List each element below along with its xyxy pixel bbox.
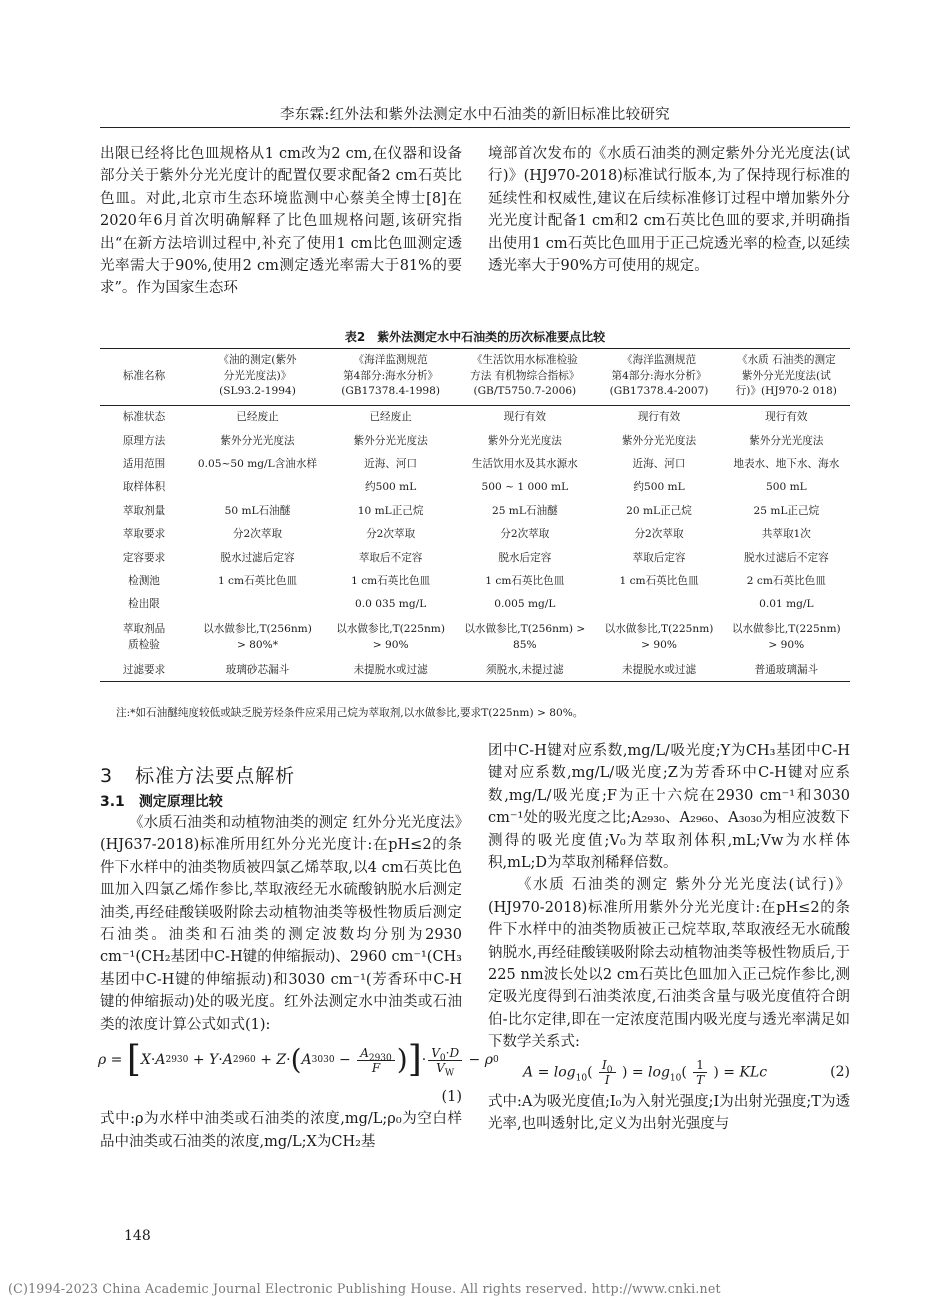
table-cell: 未提脱水或过滤 (621, 663, 697, 676)
running-header: 李东霖:红外法和紫外法测定水中石油类的新旧标准比较研究 (280, 107, 670, 123)
table-cell: 现行有效 (765, 411, 808, 424)
table-cell: 0.01 mg/L (759, 598, 814, 611)
table-cell: 以水做参比,T(225nm) > 90% (731, 623, 841, 652)
equation-2: $A = \log_{10}$( $\frac{I_0}{I}$ ) = $\log_{10}$( $\frac{1}{T}$ ) = KLc (2) (523, 1057, 850, 1087)
equation-1-number: (1) (441, 1089, 462, 1106)
table-cell: 2 cm石英比色皿 (746, 574, 826, 587)
row-label: 定容要求 (122, 551, 166, 564)
table-cell: 500 mL (765, 481, 807, 494)
right-body-column (488, 740, 850, 1136)
table-cell: 25 mL石油醚 (491, 504, 558, 517)
table-row (100, 429, 850, 452)
table-cell: 萃取后定容 (632, 551, 686, 564)
table-cell: 约500 mL (633, 481, 685, 494)
table-row (100, 452, 850, 475)
table-cell: 玻璃砂芯漏斗 (225, 663, 290, 676)
table-cell: 近海、河口 (632, 457, 686, 470)
table-cell: 50 mL石油醚 (224, 504, 291, 517)
table-cell: 500 ~ 1 000 mL (481, 481, 569, 494)
section-title (100, 761, 295, 788)
table-cell: 分2次萃取 (366, 528, 416, 541)
table-row (100, 593, 850, 616)
row-label: 取样体积 (122, 481, 166, 494)
section-number: 3 (100, 765, 114, 787)
table-cell: 紫外分光光度法 (220, 434, 295, 447)
header-rule (100, 127, 850, 128)
right-paragraph-2: 《水质 石油类的测定 紫外分光光度法(试行)》(HJ970-2018)标准所用紫外分光光度计:在pH≤2的条件下水样中的油类物质被正己烷萃取,萃取液经无水硫酸钠脱水,再经硅酸镁吸附除去动植物油类等极性物质后,于225 nm波长处以2 cm石英比色皿加入正己烷作参比,测定吸光度得到石油类浓度,石油类含量与吸光度值符合朗伯-比尔定律,即在一定浓度范围内吸光度与透光率满足如下数学关系式: (488, 877, 850, 1051)
table-cell: 脱水过滤后定容 (220, 551, 295, 564)
table-cell: 未提脱水或过滤 (353, 663, 428, 676)
table-cell: 须脱水,未提过滤 (486, 663, 564, 676)
subsection-number: 3.1 (100, 794, 125, 810)
table-cell (188, 476, 327, 499)
row-label: 适用范围 (122, 457, 166, 470)
table-cell: 生活饮用水及其水源水 (471, 457, 578, 470)
column-header: 《海洋监测规范 第4部分:海水分析》 (GB17378.4-2007) (595, 349, 722, 406)
equation-1: ρ = [ X · A 2930 + Y · A 2960 + Z · ( A 3030 − $\frac{A_{2930}}{F}$ ) ] · $\frac{V_0\cdot D}{V_W}$ − ρ 0 (98, 1039, 499, 1081)
table-cell: 紫外分光光度法 (487, 434, 562, 447)
table-caption: 表2 紫外法测定水中石油类的历次标准要点比较 (344, 330, 606, 344)
left-body-column (98, 812, 499, 1153)
table-note: 注:*如石油醚纯度较低或缺乏脱芳烃条件应采用己烷为萃取剂,以水做参比,要求T(225nm) > 80%。 (116, 707, 584, 719)
top-left-column (100, 143, 462, 300)
section-title-text: 标准方法要点解析 (135, 765, 296, 787)
table-cell: 以水做参比,T(225nm) > 90% (336, 623, 445, 652)
table-cell: 以水做参比,T(256nm) > 85% (464, 623, 586, 652)
table-cell: 1 cm石英比色皿 (485, 574, 565, 587)
left-paragraph-2: 式中:ρ为水样中油类或石油类的浓度,mg/L;ρ₀为空白样品中油类或石油类的浓度,mg/L;X为CH₂基 (100, 1111, 462, 1150)
table-cell: 20 mL正己烷 (626, 504, 692, 517)
table-cell: 0.05~50 mg/L含油水样 (197, 457, 318, 470)
row-label: 原理方法 (122, 434, 166, 447)
corner-label: 标准名称 (100, 349, 188, 406)
table-row (100, 569, 850, 592)
table-cell: 以水做参比,T(256nm) > 80%* (203, 623, 312, 652)
table-cell: 紫外分光光度法 (353, 434, 428, 447)
standards-table (100, 348, 850, 682)
table-cell: 1 cm石英比色皿 (619, 574, 699, 587)
right-paragraph-3: 式中:A为吸光度值;I₀为入射光强度;I为出射光强度;T为透光率,也叫透射比,定义为出射光强度与 (488, 1093, 850, 1133)
column-header: 《水质 石油类的测定 紫外分光光度法(试 行)》(HJ970-2 018) (723, 349, 850, 406)
table-cell: 紫外分光光度法 (749, 434, 824, 447)
column-header: 《海洋监测规范 第4部分:海水分析》 (GB17378.4-1998) (327, 349, 454, 406)
column-header: 《油的测定(紫外 分光光度法)》 (SL93.2-1994) (188, 349, 327, 406)
table-cell: 脱水后定容 (498, 551, 552, 564)
table-cell: 普通玻璃漏斗 (754, 663, 819, 676)
table-row (100, 405, 850, 429)
table-row (100, 522, 850, 545)
table-cell: 0.005 mg/L (494, 598, 556, 611)
table-cell: 近海、河口 (364, 457, 418, 470)
left-paragraph-1: 《水质石油类和动植物油类的测定 红外分光光度法》(HJ637-2018)标准所用红外分光光度计:在pH≤2的条件下水样中的油类物质被四氯乙烯萃取,以4 cm石英比色皿加入四氯乙烯作参比,萃取液经无水硫酸钠脱水后测定油类,再经硅酸镁吸附除去动植物油类等极性物质后测定石油类。油类和石油类的测定波数均分别为2930 cm⁻¹(CH₂基团中C-H键的伸缩振动)、2960 cm⁻¹(CH₃基团中C-H键的伸缩振动)和3030 cm⁻¹(芳香环中C-H键的伸缩振动)处的吸光度。红外法测定水中油类或石油类的浓度计算公式如式(1): (100, 815, 462, 1033)
row-label: 检测池 (128, 574, 160, 587)
row-label: 标准状态 (122, 411, 166, 424)
table-cell: 现行有效 (503, 411, 546, 424)
row-label: 萃取要求 (122, 528, 166, 541)
table-cell: 脱水过滤后不定容 (743, 551, 829, 564)
table-row-filter (100, 658, 850, 682)
page-number: 148 (124, 1228, 151, 1244)
row-label: 检出限 (128, 598, 160, 611)
equation-2-number: (2) (830, 1063, 850, 1080)
subsection-title (100, 791, 223, 811)
table-row (100, 546, 850, 569)
table-row (100, 476, 850, 499)
table-cell: 地表水、地下水、海水 (733, 457, 840, 470)
column-header: 《生活饮用水标准检验 方法 有机物综合指标》 (GB/T5750.7-2006) (454, 349, 595, 406)
table-header-row (100, 349, 850, 406)
table-cell: 25 mL正己烷 (753, 504, 820, 517)
table-cell: 约500 mL (364, 481, 417, 494)
table-cell: 1 cm石英比色皿 (351, 574, 431, 587)
table-cell: 10 mL正己烷 (357, 504, 424, 517)
right-paragraph-1: 团中C-H键对应系数,mg/L/吸光度;Y为CH₃基团中C-H键对应系数,mg/L/吸光度;Z为芳香环中C-H键对应系数,mg/L/吸光度;F为正十六烷在2930 cm⁻¹和3030 cm⁻¹处的吸光度之比;A₂₉₃₀、A₂₉₆₀、A₃₀₃₀为相应波数下测得的吸光度值;V₀为萃取剂体积,mL;Vw为水样体积,mL;D为萃取剂稀释倍数。 (488, 743, 850, 872)
table-cell: 分2次萃取 (500, 528, 550, 541)
table-cell (188, 593, 327, 616)
top-right-column (488, 143, 850, 277)
table-cell: 共萃取1次 (761, 528, 811, 541)
table-cell: 分2次萃取 (634, 528, 684, 541)
subsection-title-text: 测定原理比较 (138, 794, 223, 810)
table-cell: 已经废止 (369, 411, 412, 424)
row-label: 萃取剂品 质检验 (122, 623, 166, 652)
copyright-footer: (C)1994-2023 China Academic Journal Electronic Publishing House. All rights reserved. http://www.cnki.net (8, 1281, 721, 1296)
top-right-paragraph: 境部首次发布的《水质石油类的测定紫外分光光度法(试行)》(HJ970-2018)标准试行版本,为了保持现行标准的延续性和权威性,建议在后续标准修订过程中增加紫外分光光度计配备1 cm和2 cm石英比色皿的要求,并明确指出使用1 cm石英比色皿用于正己烷透光率的检查,以延续透光率大于90%方可使用的规定。 (488, 146, 850, 275)
table-cell: 已经废止 (236, 411, 279, 424)
table-row-quality (100, 616, 850, 658)
table-cell (595, 593, 722, 616)
top-left-paragraph: 出限已经将比色皿规格从1 cm改为2 cm,在仪器和设备部分关于紫外分光光度计的配置仅要求配备2 cm石英比色皿。对此,北京市生态环境监测中心蔡美全博士[8]在2020年6月首次明确解释了比色皿规格问题,该研究指出“在新方法培训过程中,补充了使用1 cm比色皿测定透光率需大于90%,使用2 cm测定透光率需大于81%的要求”。作为国家生态环 (100, 146, 462, 297)
table-body (100, 405, 850, 682)
row-label: 萃取剂量 (122, 504, 166, 517)
table-row (100, 499, 850, 522)
table-cell: 以水做参比,T(225nm) > 90% (604, 623, 714, 652)
table-cell: 0.0 035 mg/L (355, 598, 427, 611)
table-cell: 萃取后不定容 (358, 551, 423, 564)
table-cell: 现行有效 (637, 411, 681, 424)
table-cell: 紫外分光光度法 (621, 434, 697, 447)
table-cell: 1 cm石英比色皿 (217, 574, 298, 587)
row-label: 过滤要求 (122, 663, 166, 676)
table-cell: 分2次萃取 (232, 528, 283, 541)
